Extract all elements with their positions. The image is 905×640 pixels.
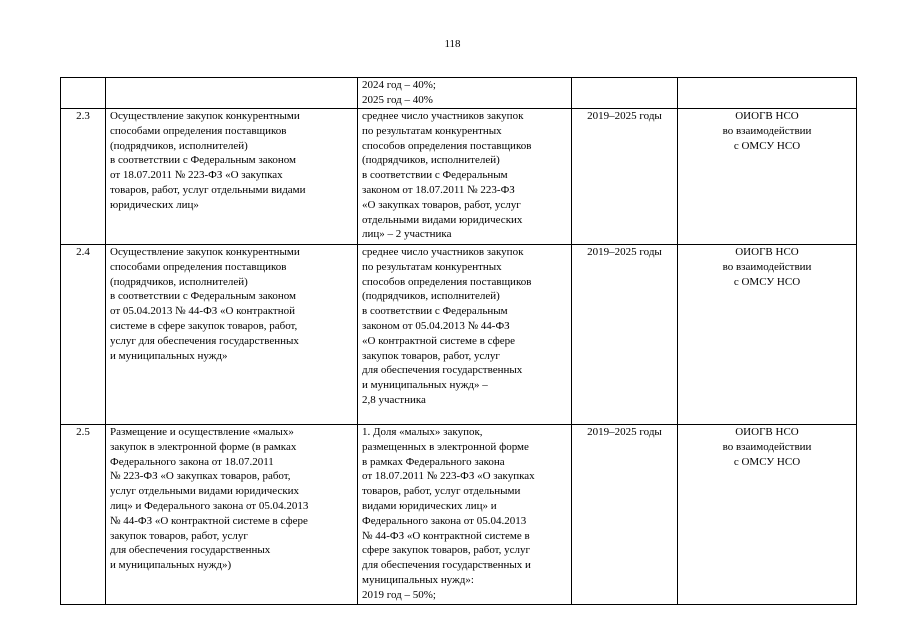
measure-name-line: Федерального закона от 18.07.2011 [110,455,274,468]
executor-line: во взаимодействии [722,440,812,453]
measure-name-line: способами определения поставщиков [110,124,287,137]
indicator-line: (подрядчиков, исполнителей) [362,290,500,303]
measure-name-line: в соответствии с Федеральным законом [110,154,297,167]
term-cell: 2019–2025 годы [572,245,678,425]
measure-name-line: закупок в электронной форме (в рамках [110,440,297,453]
indicator-cell [358,78,572,109]
indicator-line: товаров, работ, услуг отдельными [362,485,521,498]
measure-name-line: и муниципальных нужд» [110,349,228,362]
measure-name-line: товаров, работ, услуг отдельными видами [110,183,306,196]
row-number-cell [61,78,106,109]
measure-name-cell [106,78,358,109]
indicator-line: «О закупках товаров, работ, услуг [362,198,521,211]
executor-line: с ОМСУ НСО [733,275,801,288]
measure-name-line: системе в сфере закупок товаров, работ, [110,319,298,332]
term-cell: 2019–2025 годы [572,425,678,605]
executor-cell [678,245,857,425]
page-number: 118 [444,38,461,50]
measure-name-cell [106,245,358,425]
indicator-line: закупок товаров, работ, услуг [362,349,500,362]
measure-name-line: услуг для обеспечения государственных [110,334,299,347]
measure-name-line: для обеспечения государственных [110,544,271,557]
executor-line: во взаимодействии [722,124,812,137]
term-cell [572,78,678,109]
indicator-line: размещенных в электронной форме [362,440,529,453]
indicator-line: отдельными видами юридических [362,213,523,226]
indicator-line: по результатам конкурентных [362,124,502,137]
indicator-cell [358,109,572,245]
measure-name-line: услуг отдельными видами юридических [110,485,300,498]
executor-line: с ОМСУ НСО [733,139,801,152]
measure-name-line: (подрядчиков, исполнителей) [110,275,248,288]
executor-line: с ОМСУ НСО [733,455,801,468]
table-row [61,245,857,425]
measure-name-line: Осуществление закупок конкурентными [110,246,300,258]
table-row [61,78,857,109]
measure-name-line: Осуществление закупок конкурентными [110,110,300,122]
indicator-line: Федерального закона от 05.04.2013 [362,514,527,527]
measure-name-line: лиц» и Федерального закона от 05.04.2013 [110,499,309,512]
row-number-cell: 2.3 [61,109,106,245]
table-row [61,425,857,605]
measure-name-line: способами определения поставщиков [110,260,287,273]
measure-name-line: и муниципальных нужд») [110,559,232,572]
indicator-line: способов определения поставщиков [362,275,532,288]
measure-name-line: (подрядчиков, исполнителей) [110,139,248,152]
indicator-line: в соответствии с Федеральным [362,305,508,318]
term-cell: 2019–2025 годы [572,109,678,245]
indicator-line: лиц» – 2 участника [362,228,452,241]
indicator-cell [358,245,572,425]
measure-name-line: от 18.07.2011 № 223-ФЗ «О закупках [110,169,283,182]
indicator-line: (подрядчиков, исполнителей) [362,154,500,167]
measure-name-line: юридических лиц» [110,198,199,211]
measure-name-line: от 05.04.2013 № 44-ФЗ «О контрактной [110,305,295,318]
indicator-line: от 18.07.2011 № 223-ФЗ «О закупках [362,470,535,483]
measure-name-line: в соответствии с Федеральным законом [110,290,297,303]
indicator-line: и муниципальных нужд» – [362,379,488,392]
executor-line: ОИОГВ НСО [735,110,799,122]
indicator-line: для обеспечения государственных [362,364,523,377]
indicator-cell [358,425,572,605]
measure-name-line: № 44-ФЗ «О контрактной системе в сфере [110,514,308,527]
measures-table [60,77,857,605]
executor-line: ОИОГВ НСО [735,246,799,258]
row-number-cell: 2.4 [61,245,106,425]
indicator-line: в соответствии с Федеральным [362,169,508,182]
indicator-line: сфере закупок товаров, работ, услуг [362,544,531,557]
table-row [61,109,857,245]
executor-cell [678,109,857,245]
indicator-line: для обеспечения государственных и [362,559,531,572]
indicator-line: № 44-ФЗ «О контрактной системе в [362,529,530,542]
measure-name-cell [106,109,358,245]
indicator-line: 2025 год – 40% [362,93,433,106]
indicator-line: законом от 18.07.2011 № 223-ФЗ [362,183,515,196]
indicator-line: «О контрактной системе в сфере [362,334,516,347]
measure-name-cell [106,425,358,605]
indicator-line: в рамках Федерального закона [362,455,505,468]
indicator-line: среднее число участников закупок [362,110,524,122]
indicator-line: законом от 05.04.2013 № 44-ФЗ [362,319,510,332]
indicator-line: муниципальных нужд»: [362,573,474,586]
indicator-line: по результатам конкурентных [362,260,502,273]
indicator-line: среднее число участников закупок [362,246,524,258]
executor-line: ОИОГВ НСО [735,426,799,438]
executor-line: во взаимодействии [722,260,812,273]
indicator-line: видами юридических лиц» и [362,499,497,512]
measure-name-line: № 223-ФЗ «О закупках товаров, работ, [110,470,291,483]
executor-cell [678,78,857,109]
indicator-line: 2,8 участника [362,393,426,406]
indicator-line: способов определения поставщиков [362,139,532,152]
measure-name-line: Размещение и осуществление «малых» [110,426,294,438]
measure-name-line: закупок товаров, работ, услуг [110,529,248,542]
indicator-line: 1. Доля «малых» закупок, [362,426,483,438]
executor-cell [678,425,857,605]
row-number-cell: 2.5 [61,425,106,605]
indicator-line: 2024 год – 40%; [362,79,436,91]
indicator-line: 2019 год – 50%; [362,588,436,601]
